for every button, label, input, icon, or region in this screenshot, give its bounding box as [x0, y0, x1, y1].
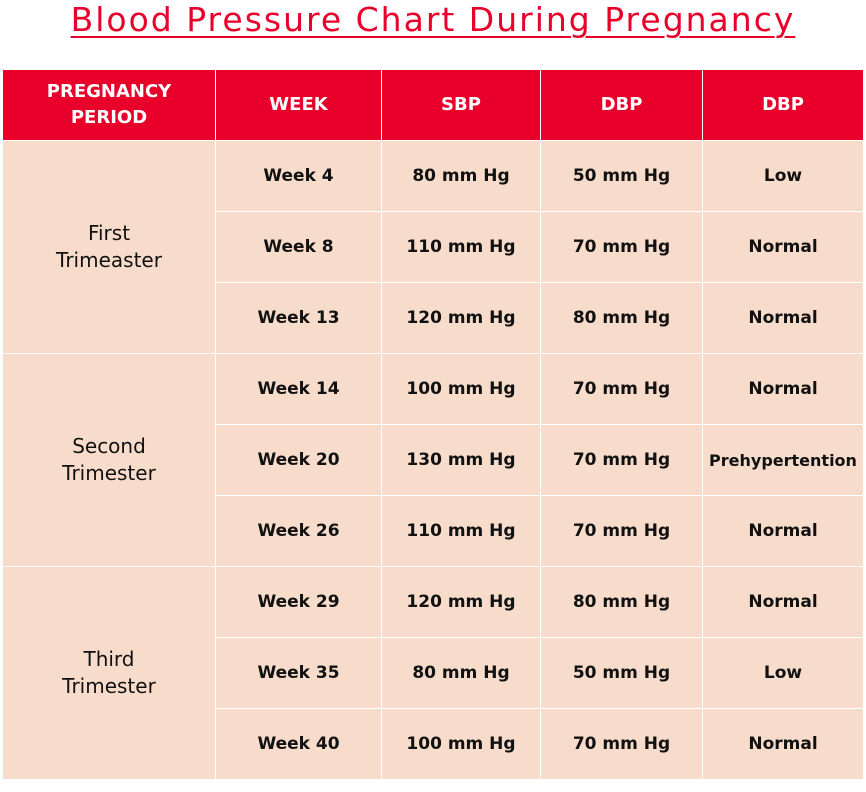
- week-cell: Week 26: [216, 496, 382, 567]
- dbp-cell: 70 mm Hg: [541, 709, 703, 780]
- blood-pressure-table: [2, 69, 864, 780]
- period-cell: Second Trimester: [3, 354, 216, 567]
- table-row: [3, 141, 864, 212]
- week-cell: Week 4: [216, 141, 382, 212]
- week-cell: Week 8: [216, 212, 382, 283]
- table-row: [3, 354, 864, 425]
- page-title-text: Blood Pressure Chart During Pregnancy: [70, 0, 796, 39]
- sbp-cell: 110 mm Hg: [382, 212, 541, 283]
- week-cell: Week 14: [216, 354, 382, 425]
- week-cell: Week 29: [216, 567, 382, 638]
- header-dbp-status: DBP: [703, 70, 864, 141]
- sbp-cell: 80 mm Hg: [382, 141, 541, 212]
- status-cell: Normal: [703, 354, 864, 425]
- header-week: WEEK: [216, 70, 382, 141]
- sbp-cell: 100 mm Hg: [382, 709, 541, 780]
- dbp-cell: 80 mm Hg: [541, 283, 703, 354]
- sbp-cell: 80 mm Hg: [382, 638, 541, 709]
- dbp-cell: 70 mm Hg: [541, 496, 703, 567]
- status-cell: Normal: [703, 709, 864, 780]
- sbp-cell: 120 mm Hg: [382, 567, 541, 638]
- header-sbp: SBP: [382, 70, 541, 141]
- header-pregnancy-period: PREGNANCY PERIOD: [3, 70, 216, 141]
- status-cell: Normal: [703, 496, 864, 567]
- table-row: [3, 567, 864, 638]
- week-cell: Week 20: [216, 425, 382, 496]
- status-cell: Normal: [703, 567, 864, 638]
- status-cell: Normal: [703, 283, 864, 354]
- status-cell: Normal: [703, 212, 864, 283]
- status-cell: Low: [703, 141, 864, 212]
- header-dbp: DBP: [541, 70, 703, 141]
- period-cell: Third Trimester: [3, 567, 216, 780]
- page-title: [0, 0, 866, 60]
- status-cell: Prehypertention: [703, 425, 864, 496]
- week-cell: Week 35: [216, 638, 382, 709]
- dbp-cell: 70 mm Hg: [541, 354, 703, 425]
- sbp-cell: 100 mm Hg: [382, 354, 541, 425]
- sbp-cell: 110 mm Hg: [382, 496, 541, 567]
- sbp-cell: 120 mm Hg: [382, 283, 541, 354]
- status-cell: Low: [703, 638, 864, 709]
- week-cell: Week 13: [216, 283, 382, 354]
- dbp-cell: 70 mm Hg: [541, 425, 703, 496]
- table-header-row: [3, 70, 864, 141]
- dbp-cell: 50 mm Hg: [541, 141, 703, 212]
- sbp-cell: 130 mm Hg: [382, 425, 541, 496]
- dbp-cell: 50 mm Hg: [541, 638, 703, 709]
- period-cell: First Trimeaster: [3, 141, 216, 354]
- week-cell: Week 40: [216, 709, 382, 780]
- dbp-cell: 70 mm Hg: [541, 212, 703, 283]
- dbp-cell: 80 mm Hg: [541, 567, 703, 638]
